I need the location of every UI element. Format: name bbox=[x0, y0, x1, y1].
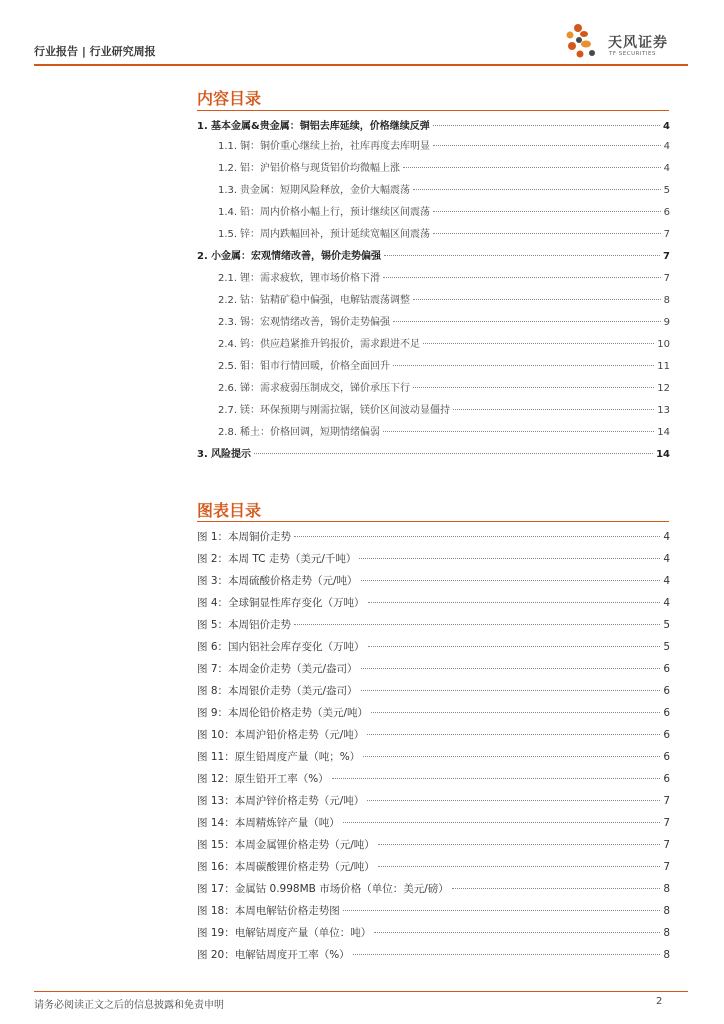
toc-entry-title: 基本金属&贵金属：铜铝去库延续，价格继续反弹 bbox=[211, 121, 430, 132]
dot-leader bbox=[403, 167, 661, 168]
toc-entry-number: 2.5. bbox=[218, 361, 238, 372]
toc-title: 内容目录 bbox=[197, 89, 262, 108]
dot-leader bbox=[393, 321, 661, 322]
figure-entry-title: 图 20：电解钴周度开工率（%） bbox=[197, 949, 350, 961]
header-divider bbox=[34, 64, 688, 66]
logo-text: 天风证券 bbox=[608, 35, 668, 51]
figure-entry[interactable] bbox=[197, 793, 670, 808]
figure-entry-title: 图 3：本周硫酸价格走势（元/吨） bbox=[197, 575, 358, 587]
figure-entry-page: 6 bbox=[663, 751, 670, 763]
toc-entry-page: 10 bbox=[657, 339, 670, 350]
toc-entry-page: 9 bbox=[663, 317, 670, 328]
figure-entry[interactable] bbox=[197, 903, 670, 918]
dot-leader bbox=[353, 954, 661, 955]
dot-leader bbox=[371, 712, 660, 713]
dot-leader bbox=[423, 343, 654, 344]
figure-entry-title: 图 18：本周电解钴价格走势图 bbox=[197, 905, 340, 917]
dot-leader bbox=[413, 189, 661, 190]
dot-leader bbox=[367, 734, 660, 735]
tf-securities-logo bbox=[564, 22, 694, 62]
toc-entry-title: 钼：钼市行情回暖，价格全面回升 bbox=[240, 361, 390, 372]
dot-leader bbox=[374, 932, 660, 933]
dot-leader bbox=[378, 866, 661, 867]
toc-entry-page: 7 bbox=[663, 229, 670, 240]
toc-entry[interactable] bbox=[218, 203, 670, 218]
footer-divider bbox=[34, 991, 688, 992]
toc-entry[interactable] bbox=[197, 247, 670, 262]
figure-entry[interactable] bbox=[197, 639, 670, 654]
toc-entry-title: 锂：需求疲软，锂市场价格下滑 bbox=[240, 273, 380, 284]
toc-entry-title: 钨：供应趋紧推升钨报价，需求跟进不足 bbox=[240, 339, 420, 350]
toc-entry-number: 1.5. bbox=[218, 229, 238, 240]
dot-leader bbox=[433, 233, 661, 234]
figure-entry[interactable] bbox=[197, 595, 670, 610]
dot-leader bbox=[294, 624, 660, 625]
toc-entry-title: 贵金属：短期风险释放，金价大幅震荡 bbox=[240, 185, 410, 196]
dot-leader bbox=[343, 910, 661, 911]
disclaimer-text: 请务必阅读正文之后的信息披露和免责申明 bbox=[34, 1000, 224, 1011]
toc-entry-title: 锌：周内跌幅回补，预计延续宽幅区间震荡 bbox=[240, 229, 430, 240]
figure-entry-page: 8 bbox=[663, 927, 670, 939]
figure-entry-page: 8 bbox=[663, 949, 670, 961]
figure-entry-page: 6 bbox=[663, 663, 670, 675]
toc-entry-number: 2. bbox=[197, 251, 208, 262]
toc-entry-page: 4 bbox=[663, 121, 670, 132]
toc-entry-title: 铅：周内价格小幅上行，预计继续区间震荡 bbox=[240, 207, 430, 218]
toc-entry-page: 12 bbox=[657, 383, 670, 394]
dot-leader bbox=[413, 387, 654, 388]
logo-subtext: TF SECURITIES bbox=[609, 51, 656, 57]
figure-entry-title: 图 15：本周金属锂价格走势（元/吨） bbox=[197, 839, 375, 851]
toc-entry[interactable] bbox=[218, 159, 670, 174]
flower-logo-icon bbox=[564, 22, 606, 62]
dot-leader bbox=[361, 690, 661, 691]
toc-entry-title: 铝：沪铝价格与现货铝价均微幅上涨 bbox=[240, 163, 400, 174]
toc-entry-number: 1.4. bbox=[218, 207, 238, 218]
toc-entry-number: 1. bbox=[197, 121, 208, 132]
dot-leader bbox=[368, 602, 661, 603]
figure-entry-title: 图 19：电解钴周度产量（单位：吨） bbox=[197, 927, 372, 939]
dot-leader bbox=[367, 800, 660, 801]
figure-entry-title: 图 14：本周精炼锌产量（吨） bbox=[197, 817, 340, 829]
figure-entry[interactable] bbox=[197, 837, 670, 852]
dot-leader bbox=[254, 453, 653, 454]
toc-entry-page: 6 bbox=[663, 207, 670, 218]
figure-entry-title: 图 17：金属钴 0.998MB 市场价格（单位：美元/磅） bbox=[197, 883, 449, 895]
toc-entry-number: 3. bbox=[197, 449, 208, 460]
page-number: 2 bbox=[656, 996, 663, 1007]
toc-entry-page: 8 bbox=[663, 295, 670, 306]
toc-entry-page: 7 bbox=[663, 251, 670, 262]
figure-entry[interactable] bbox=[197, 947, 670, 962]
toc-entry[interactable] bbox=[197, 117, 670, 132]
figure-entry-page: 7 bbox=[663, 861, 670, 873]
figure-entry[interactable] bbox=[197, 859, 670, 874]
toc-entry[interactable] bbox=[218, 269, 670, 284]
toc-entry-page: 5 bbox=[663, 185, 670, 196]
toc-entry-page: 7 bbox=[663, 273, 670, 284]
figure-entry-page: 4 bbox=[663, 553, 670, 565]
toc-entry[interactable] bbox=[218, 423, 670, 438]
figure-entry-page: 7 bbox=[663, 839, 670, 851]
dot-leader bbox=[368, 646, 661, 647]
dot-leader bbox=[361, 580, 661, 581]
report-type-label: 行业报告 | 行业研究周报 bbox=[34, 45, 156, 58]
toc-entry-page: 13 bbox=[657, 405, 670, 416]
figure-entry[interactable] bbox=[197, 881, 670, 896]
dot-leader bbox=[332, 778, 661, 779]
toc-entry-number: 1.2. bbox=[218, 163, 238, 174]
figure-entry-page: 7 bbox=[663, 817, 670, 829]
dot-leader bbox=[383, 277, 661, 278]
toc-entry-page: 14 bbox=[657, 427, 670, 438]
toc-entry-title: 锑：需求疲弱压制成交，锑价承压下行 bbox=[240, 383, 410, 394]
dot-leader bbox=[359, 558, 660, 559]
figure-entry-title: 图 1：本周铜价走势 bbox=[197, 531, 292, 543]
figure-entry[interactable] bbox=[197, 815, 670, 830]
figure-entry-title: 图 10：本周沪铅价格走势（元/吨） bbox=[197, 729, 365, 741]
toc-entry-page: 14 bbox=[656, 449, 670, 460]
figure-entry-title: 图 11：原生铅周度产量（吨；%） bbox=[197, 751, 361, 763]
figure-entry-page: 6 bbox=[663, 707, 670, 719]
toc-title-underline bbox=[197, 110, 669, 111]
dot-leader bbox=[361, 668, 661, 669]
figure-entry-title: 图 8：本周银价走势（美元/盎司） bbox=[197, 685, 358, 697]
toc-entry-title: 稀土：价格回调，短期情绪偏弱 bbox=[240, 427, 380, 438]
figure-entry[interactable] bbox=[197, 771, 670, 786]
dot-leader bbox=[393, 365, 654, 366]
dot-leader bbox=[384, 255, 660, 256]
toc-entry-number: 2.2. bbox=[218, 295, 238, 306]
toc-entry-number: 2.1. bbox=[218, 273, 238, 284]
toc-entry-number: 1.1. bbox=[218, 141, 238, 152]
dot-leader bbox=[363, 756, 660, 757]
dot-leader bbox=[433, 145, 661, 146]
toc-entry-number: 2.7. bbox=[218, 405, 238, 416]
figure-entry-page: 6 bbox=[663, 773, 670, 785]
figure-entry-page: 8 bbox=[663, 883, 670, 895]
toc-entry[interactable] bbox=[218, 357, 670, 372]
toc-entry-number: 2.6. bbox=[218, 383, 238, 394]
figure-entry[interactable] bbox=[197, 661, 670, 676]
toc-entry-page: 11 bbox=[657, 361, 670, 372]
figure-entry-title: 图 5：本周铝价走势 bbox=[197, 619, 292, 631]
toc-entry[interactable] bbox=[218, 181, 670, 196]
toc-entry[interactable] bbox=[218, 379, 670, 394]
dot-leader bbox=[433, 211, 661, 212]
dot-leader bbox=[453, 409, 654, 410]
figure-entry-page: 8 bbox=[663, 905, 670, 917]
figure-entry-title: 图 2：本周 TC 走势（美元/千吨） bbox=[197, 553, 357, 565]
figure-entry-page: 5 bbox=[663, 641, 670, 653]
toc-entry[interactable] bbox=[218, 335, 670, 350]
figure-entry-page: 5 bbox=[663, 619, 670, 631]
figure-entry-page: 6 bbox=[663, 729, 670, 741]
toc-entry[interactable] bbox=[218, 225, 670, 240]
figure-entry-title: 图 13：本周沪锌价格走势（元/吨） bbox=[197, 795, 365, 807]
toc-entry[interactable] bbox=[197, 445, 670, 460]
dot-leader bbox=[343, 822, 661, 823]
figure-entry[interactable] bbox=[197, 727, 670, 742]
figure-entry-page: 4 bbox=[663, 531, 670, 543]
toc-entry-title: 风险提示 bbox=[211, 449, 251, 460]
figure-entry-page: 6 bbox=[663, 685, 670, 697]
dot-leader bbox=[433, 125, 660, 126]
figures-title: 图表目录 bbox=[197, 501, 262, 520]
toc-entry[interactable] bbox=[218, 291, 670, 306]
toc-entry-title: 铜：铜价重心继续上抬，社库再度去库明显 bbox=[240, 141, 430, 152]
figure-entry-title: 图 6：国内铝社会库存变化（万吨） bbox=[197, 641, 365, 653]
figure-entry-title: 图 12：原生铅开工率（%） bbox=[197, 773, 329, 785]
toc-entry[interactable] bbox=[218, 313, 670, 328]
dot-leader bbox=[452, 888, 661, 889]
dot-leader bbox=[383, 431, 654, 432]
dot-leader bbox=[294, 536, 660, 537]
figures-title-underline bbox=[197, 521, 669, 522]
figure-entry[interactable] bbox=[197, 925, 670, 940]
figure-entry-title: 图 7：本周金价走势（美元/盎司） bbox=[197, 663, 358, 675]
figure-entry-page: 4 bbox=[663, 575, 670, 587]
toc-entry-title: 锡：宏观情绪改善，锡价走势偏强 bbox=[240, 317, 390, 328]
figure-entry-title: 图 16：本周碳酸锂价格走势（元/吨） bbox=[197, 861, 375, 873]
figure-entry-page: 4 bbox=[663, 597, 670, 609]
dot-leader bbox=[378, 844, 661, 845]
figure-entry[interactable] bbox=[197, 749, 670, 764]
toc-entry-number: 2.4. bbox=[218, 339, 238, 350]
figure-entry[interactable] bbox=[197, 683, 670, 698]
toc-entry-number: 2.3. bbox=[218, 317, 238, 328]
toc-entry[interactable] bbox=[218, 137, 670, 152]
figure-entry[interactable] bbox=[197, 617, 670, 632]
figure-entry[interactable] bbox=[197, 573, 670, 588]
toc-entry-title: 小金属：宏观情绪改善，锡价走势偏强 bbox=[211, 251, 381, 262]
toc-entry-title: 钴：钴精矿稳中偏强，电解钴震荡调整 bbox=[240, 295, 410, 306]
figure-entry[interactable] bbox=[197, 705, 670, 720]
toc-entry-number: 1.3. bbox=[218, 185, 238, 196]
toc-entry-page: 4 bbox=[663, 141, 670, 152]
figure-entry-page: 7 bbox=[663, 795, 670, 807]
toc-entry[interactable] bbox=[218, 401, 670, 416]
toc-entry-title: 镁：环保预期与刚需拉锯，镁价区间波动显僵持 bbox=[240, 405, 450, 416]
figure-entry[interactable] bbox=[197, 551, 670, 566]
figure-entry[interactable] bbox=[197, 529, 670, 544]
toc-entry-page: 4 bbox=[663, 163, 670, 174]
toc-entry-number: 2.8. bbox=[218, 427, 238, 438]
figure-entry-title: 图 4：全球铜显性库存变化（万吨） bbox=[197, 597, 365, 609]
figure-entry-title: 图 9：本周伦铅价格走势（美元/吨） bbox=[197, 707, 369, 719]
dot-leader bbox=[413, 299, 661, 300]
